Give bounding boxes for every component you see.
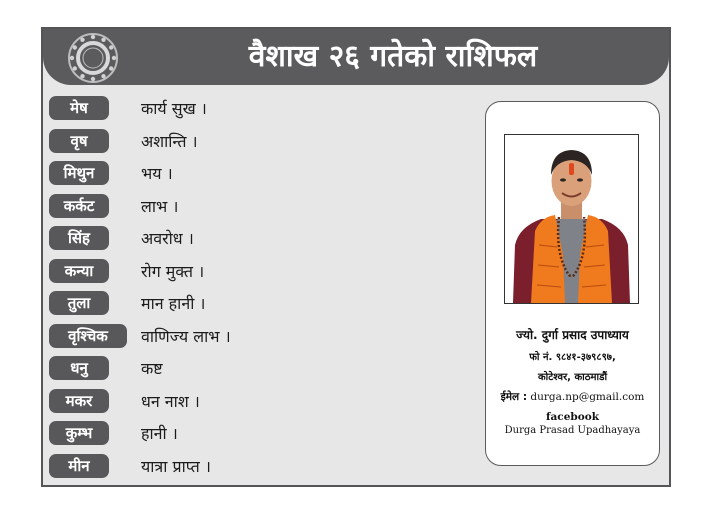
prediction-text: वाणिज्य लाभ । — [141, 326, 231, 346]
prediction-text: धन नाश । — [141, 391, 200, 411]
rashi-row-singh — [49, 223, 489, 256]
sign-badge: धनु — [49, 356, 109, 380]
rashi-row-tula — [49, 288, 489, 321]
page-title: वैशाख २६ गतेको राशिफल — [248, 39, 538, 74]
rashi-row-meen — [49, 451, 489, 484]
header-bar — [43, 29, 669, 85]
prediction-text: लाभ । — [141, 196, 179, 216]
email-line — [486, 390, 659, 404]
rashi-row-vrishchik — [49, 321, 489, 354]
sign-badge: कुम्भ — [49, 421, 109, 445]
prediction-text: कार्य सुख । — [141, 99, 207, 118]
sign-badge: मेष — [49, 96, 109, 120]
rashi-row-mithun — [49, 158, 489, 191]
rashi-row-makar — [49, 386, 489, 419]
prediction-text: अशान्ति । — [141, 131, 198, 151]
prediction-text: यात्रा प्राप्त । — [141, 456, 211, 476]
rashi-row-mesh — [49, 93, 489, 126]
sign-badge: कन्या — [49, 259, 109, 283]
astrologer-photo — [504, 134, 639, 304]
prediction-text: रोग मुक्त । — [141, 261, 205, 281]
sign-badge: मीन — [49, 454, 109, 478]
astrologer-name: ज्यो. दुर्गा प्रसाद उपाध्याय — [516, 328, 629, 342]
facebook-name: Durga Prasad Upadhayaya — [504, 425, 641, 436]
sign-badge: कर्कट — [49, 194, 109, 218]
prediction-text: भय । — [141, 164, 173, 183]
sign-badge: मिथुन — [49, 161, 109, 185]
astrologer-card — [485, 101, 660, 466]
rashi-row-karkat — [49, 191, 489, 224]
astrologer-portrait-image — [505, 135, 638, 303]
facebook-label: facebook — [545, 411, 600, 423]
prediction-text: मान हानी । — [141, 294, 206, 313]
sign-badge: तुला — [49, 291, 109, 315]
rashi-row-dhanu — [49, 353, 489, 386]
rashi-row-vrish — [49, 126, 489, 159]
email-label: ईमेल : — [500, 391, 528, 403]
sign-badge: वृष — [49, 129, 109, 153]
sign-badge: मकर — [49, 389, 109, 413]
rashi-row-kumbha — [49, 418, 489, 451]
sign-badge: वृश्चिक — [49, 324, 127, 348]
email-address: durga.np@gmail.com — [530, 391, 645, 403]
rashifal-list — [49, 93, 489, 483]
rashifal-panel — [41, 27, 671, 487]
sign-badge: सिंह — [49, 226, 109, 250]
prediction-text: अवरोध । — [141, 229, 194, 248]
prediction-text: हानी । — [141, 424, 178, 443]
astrologer-address: कोटेश्वर, काठमाडौं — [537, 372, 608, 383]
prediction-text: कष्ट — [141, 359, 163, 378]
zodiac-wheel-icon — [67, 32, 119, 84]
astrologer-phone: फो नं. ९८४१-३७९८९७, — [529, 352, 616, 363]
rashi-row-kanya — [49, 256, 489, 289]
